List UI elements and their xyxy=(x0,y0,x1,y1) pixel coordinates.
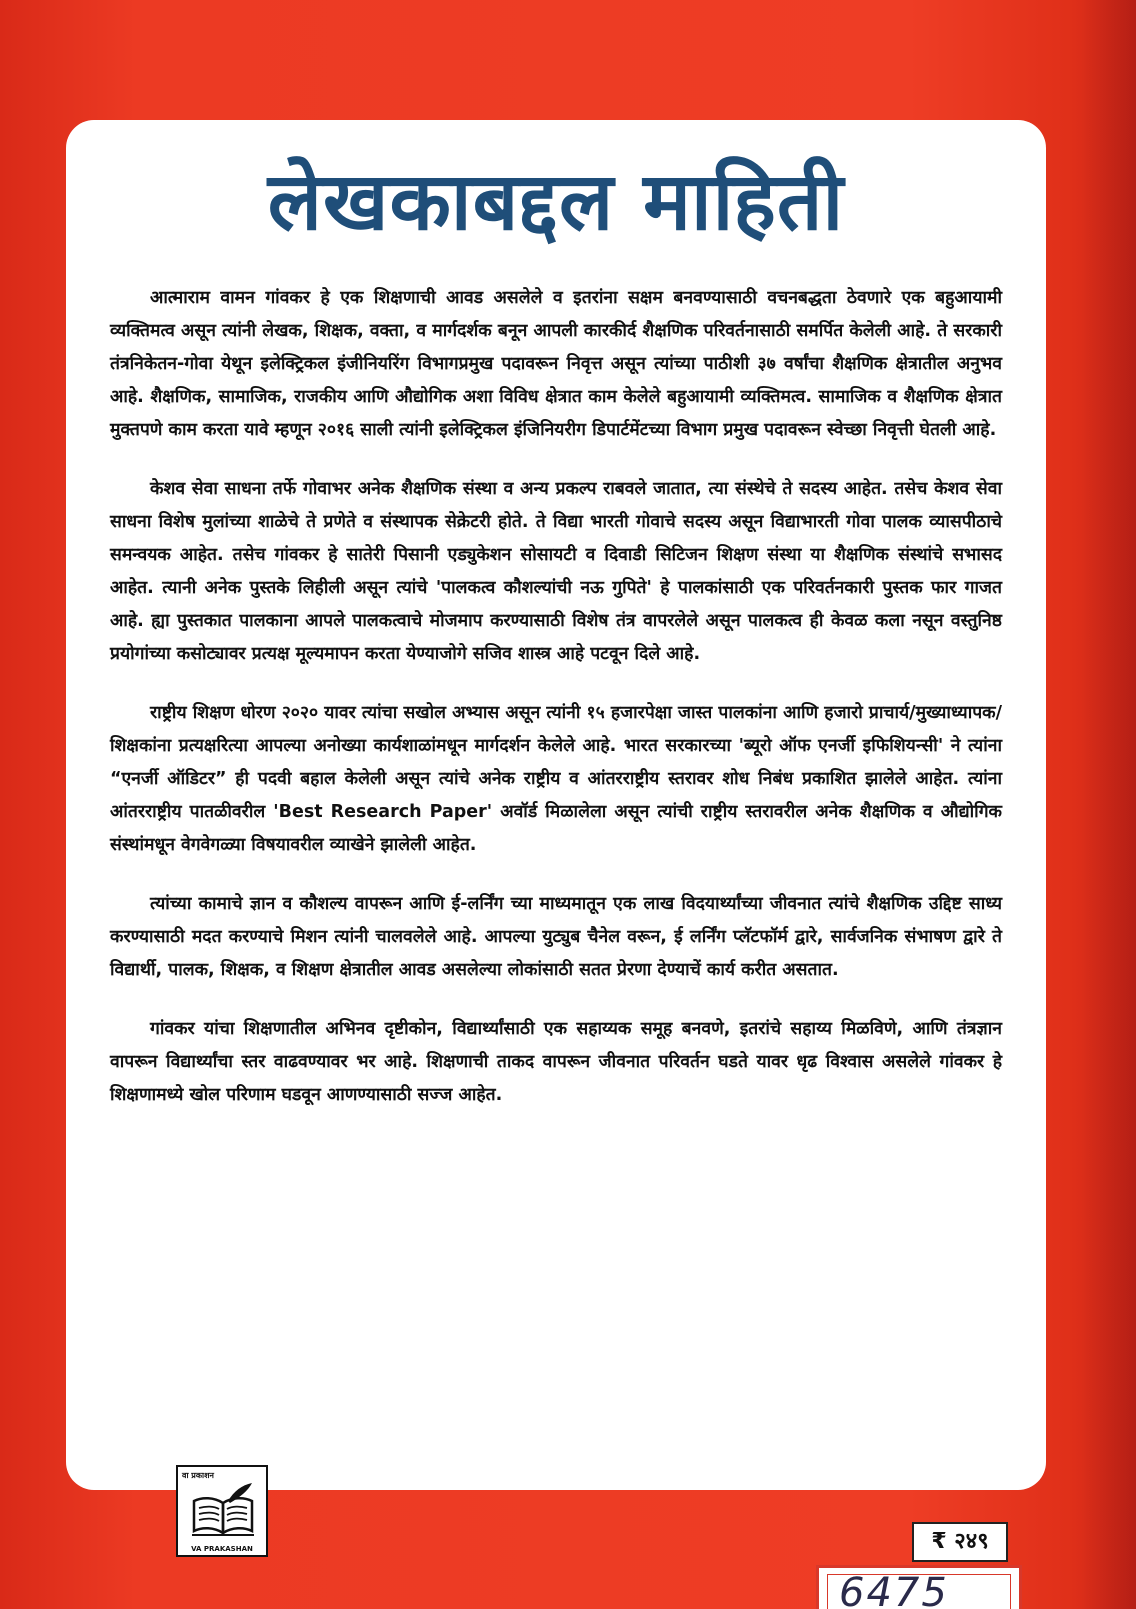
stamp-number: 6475 xyxy=(839,1570,949,1609)
price-label: ₹ २४९ xyxy=(912,1522,1008,1562)
paragraph-5: गांवकर यांचा शिक्षणातील अभिनव दृष्टीकोन, विद्यार्थ्यांसाठी एक सहाय्यक समूह बनवणे, इतरांचे सहाय्य मिळविणे, आणि तंत्रज्ञान वापरून विद्यार्थ्यांचा स्तर वाढवण्यावर भर आहे. शिक्षणाची ताकद वापरून जीवनात परिवर्तन घडते यावर धृढ विश्वास असलेले गांवकर हे शिक्षणामध्ये खोल परिणाम घडवून आणण्यासाठी सज्ज आहेत. xyxy=(110,1019,1002,1105)
spine-shadow xyxy=(1081,0,1136,1609)
library-stamp xyxy=(816,1565,1022,1609)
paragraph-1: आत्माराम वामन गांवकर हे एक शिक्षणाची आवड असलेले व इतरांना सक्षम बनवण्यासाठी वचनबद्धता ठेवणारे एक बहुआयामी व्यक्तिमत्व असून त्यांनी लेखक, शिक्षक, वक्ता, व मार्गदर्शक बनून आपली कारकीर्द शैक्षणिक परिवर्तनासाठी समर्पित केलेली आहे. ते सरकारी तंत्रनिकेतन-गोवा येथून इलेक्ट्रिकल इंजीनियरिंग विभागप्रमुख पदावरून निवृत्त असून त्यांच्या पाठीशी ३७ वर्षांचा शैक्षणिक क्षेत्रातील अनुभव आहे. शैक्षणिक, सामाजिक, राजकीय आणि औद्योगिक अशा विविध क्षेत्रात काम केलेले बहुआयामी व्यक्तिमत्व. सामाजिक व शैक्षणिक क्षेत्रात मुक्तपणे काम करता यावे म्हणून २०१६ साली त्यांनी इलेक्ट्रिकल इंजिनियरीग डिपार्टमेंटच्या विभाग प्रमुख पदावरून स्वेच्छा निवृत्ती घेतली आहे. xyxy=(110,288,1002,440)
publisher-logo-top-text: वा प्रकाशन xyxy=(182,1471,214,1480)
paragraph-3: राष्ट्रीय शिक्षण धोरण २०२० यावर त्यांचा सखोल अभ्यास असून त्यांनी १५ हजारपेक्षा जास्त पालकांना आणि हजारो प्राचार्य/मुख्याध्यापक/शिक्षकांना प्रत्यक्षरित्या आपल्या अनोख्या कार्यशाळांमधून मार्गदर्शन केलेले आहे. भारत सरकारच्या 'ब्यूरो ऑफ एनर्जी इफिशियन्सी' ने त्यांना “एनर्जी ऑडिटर” ही पदवी बहाल केलेली असून त्यांचे अनेक राष्ट्रीय व आंतरराष्ट्रीय स्तरावर शोध निबंध प्रकाशित झालेले आहेत. त्यांना आंतरराष्ट्रीय पातळीवरील 'Best Research Paper' अवॉर्ड मिळालेला असून त्यांची राष्ट्रीय स्तरावरील अनेक शैक्षणिक व औद्योगिक संस्थांमधून वेगवेगळ्या विषयावरील व्याखेने झालेली आहेत. xyxy=(110,703,1002,855)
publisher-logo xyxy=(176,1465,268,1557)
page-title: लेखकाबद्दल माहिती xyxy=(267,155,845,248)
paragraph-4: त्यांच्या कामाचे ज्ञान व कौशल्य वापरून आणि ई-लर्निंग च्या माध्यमातून एक लाख विदयार्थ्यांच्या जीवनात त्यांचे शैक्षणिक उद्दिष्ट साध्य करण्यासाठी मदत करण्याचे मिशन त्यांनी चालवलेले आहे. आपल्या युट्युब चैनेल वरून, ई लर्निंग प्लॅटफॉर्म द्वारे, सार्वजनिक संभाषण द्वारे ते विद्यार्थी, पालक, शिक्षक, व शिक्षण क्षेत्रातील आवड असलेल्या लोकांसाठी सतत प्रेरणा देण्याचें कार्य करीत असतात. xyxy=(110,894,1002,980)
about-author-panel xyxy=(66,120,1046,1490)
book-quill-icon xyxy=(190,1481,256,1541)
publisher-logo-bottom-text: VA PRAKASHAN xyxy=(191,1545,253,1553)
paragraph-2: केशव सेवा साधना तर्फे गोवाभर अनेक शैक्षणिक संस्था व अन्य प्रकल्प राबवले जातात, त्या संस्थेचे ते सदस्य आहेत. तसेच केशव सेवा साधना विशेष मुलांच्या शाळेचे ते प्रणेते व संस्थापक सेक्रेटरी होते. ते विद्या भारती गोवाचे सदस्य असून विद्याभारती गोवा पालक व्यासपीठाचे समन्वयक आहेत. तसेच गांवकर हे सातेरी पिसानी एड्युकेशन सोसायटी व दिवाडी सिटिजन शिक्षण संस्था या शैक्षणिक संस्थांचे सभासद आहेत. त्यानी अनेक पुस्तके लिहीली असून त्यांचे 'पालकत्व कौशल्यांची नऊ गुपिते' हे पालकांसाठी एक परिवर्तनकारी पुस्तक फार गाजत आहे. ह्या पुस्तकात पालकाना आपले पालकत्वाचे मोजमाप करण्यासाठी विशेष तंत्र वापरलेले असून पालकत्व ही केवळ कला नसून वस्तुनिष्ठ प्रयोगांच्या कसोट्यावर प्रत्यक्ष मूल्यमापन करता येण्याजोगे सजिव शास्त्र आहे पटवून दिले आहे. xyxy=(110,479,1002,664)
